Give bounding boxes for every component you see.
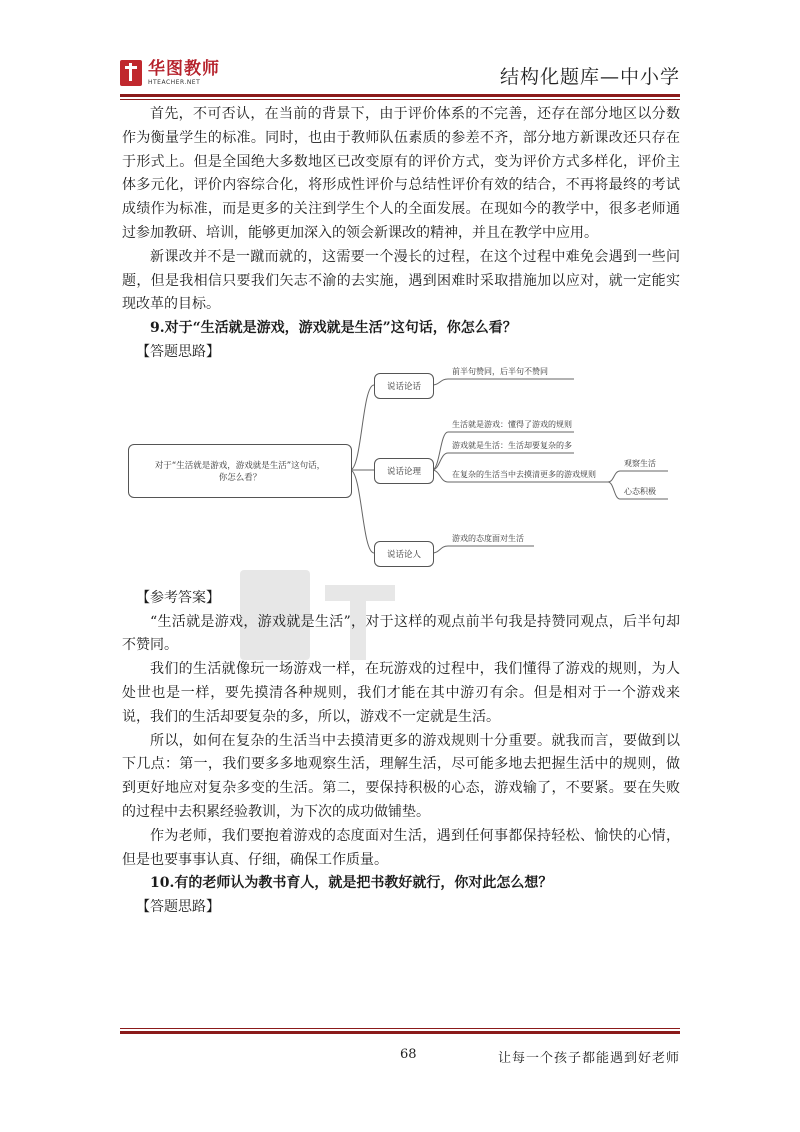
header-rule-thin: [120, 99, 680, 100]
paragraph: 我们的生活就像玩一场游戏一样，在玩游戏的过程中，我们懂得了游戏的规则，为人处世也是一样，要先摸清各种规则，我们才能在其中游刃有余。但是相对于一个游戏来说，我们的生活却要复杂的多，所以，游戏不一定就是生活。: [122, 661, 680, 725]
paragraph: 新课改并不是一蹴而就的，这需要一个漫长的过程，在这个过程中难免会遇到一些问题，但是我相信只要我们矢志不渝的去实施，遇到困难时采取措施加以应对，就一定能实现改革的目标。: [122, 248, 680, 313]
footer-slogan: 让每一个孩子都能遇到好老师: [497, 1051, 680, 1066]
huatu-logo: [120, 58, 220, 88]
mind-map-root-label: 对于“生活就是游戏，游戏就是生活”这句话，你怎么看？: [154, 460, 326, 483]
mind-map-leaf: 生活就是游戏：懂得了游戏的规则: [452, 419, 572, 429]
header-rule: [120, 94, 680, 97]
branch-label: 说话论话: [386, 381, 421, 392]
connector: [608, 471, 668, 482]
page-content: [122, 103, 680, 920]
header-title: 结构化题库—中小学: [499, 66, 680, 88]
connector: [432, 546, 534, 553]
connector: [432, 432, 574, 470]
footer-rule: [120, 1031, 680, 1034]
mind-map-leaf: 观察生活: [624, 458, 656, 468]
logo-name: 华图教师: [148, 58, 220, 79]
branch-label: 说话论理: [386, 466, 421, 477]
mind-map: [122, 365, 680, 587]
logo-domain: HTEACHER.NET: [148, 78, 201, 86]
section-label: 【答题思路】: [136, 343, 220, 360]
question-heading: 9.对于“生活就是游戏，游戏就是生活”这句话，你怎么看？: [150, 320, 517, 337]
connector: [350, 470, 374, 553]
mind-map-branch: [374, 458, 434, 484]
mind-map-leaf: 游戏就是生活：生活却要复杂的多: [452, 440, 572, 450]
mind-map-leaf: 心态积极: [624, 486, 656, 496]
paragraph: 所以，如何在复杂的生活当中去摸清更多的游戏规则十分重要。就我而言，要做到以下几点：第一，我们要多多地观察生活，理解生活，尽可能多地去把握生活中的规则，做到更好地应对复杂多变的生活。第二，要保持积极的心态，游戏输了，不要紧。要在失败的过程中去积累经验教训，为下次的成功做铺垫。: [122, 732, 680, 820]
question-heading: 10.有的老师认为教书育人，就是把书教好就行，你对此怎么想？: [150, 875, 553, 892]
connector: [350, 385, 374, 470]
footer-rule-thin: [120, 1028, 680, 1029]
page-header: [120, 54, 680, 94]
mind-map-leaf: 前半句赞同，后半句不赞同: [452, 366, 548, 376]
huatu-logo-icon: [120, 60, 142, 86]
paragraph: “生活就是游戏，游戏就是生活”，对于这样的观点前半句我是持赞同观点，后半句却不赞同。: [122, 613, 680, 654]
connector: [432, 453, 574, 470]
page-number: 68: [400, 1047, 417, 1062]
mind-map-leaf: 在复杂的生活当中去摸清更多的游戏规则: [452, 469, 596, 479]
mind-map-leaf: 游戏的态度面对生活: [452, 533, 524, 543]
branch-label: 说话论人: [386, 549, 421, 560]
paragraph: 首先，不可否认，在当前的背景下，由于评价体系的不完善，还存在部分地区以分数作为衡量学生的标准。同时，也由于教师队伍素质的参差不齐，部分地方新课改还只存在于形式上。但是全国绝大多数地区已改变原有的评价方式，变为评价方式多样化，评价主体多元化，评价内容综合化，将形成性评价与总结性评价有效的结合，不再将最终的考试成绩作为标准，而是更多的关注到学生个人的全面发展。在现如今的教学中，很多老师通过参加教研、培训，能够更加深入的领会新课改的精神，并且在教学中应用。: [122, 106, 680, 241]
mind-map-branch: [374, 541, 434, 567]
section-label: 【答题思路】: [136, 899, 220, 916]
section-label: 【参考答案】: [136, 589, 220, 606]
paragraph: 作为老师，我们要抱着游戏的态度面对生活，遇到任何事都保持轻松、愉快的心情，但是也要事事认真、仔细，确保工作质量。: [122, 827, 680, 868]
mind-map-root: [128, 444, 352, 498]
connector: [432, 379, 574, 385]
mind-map-branch: [374, 373, 434, 399]
